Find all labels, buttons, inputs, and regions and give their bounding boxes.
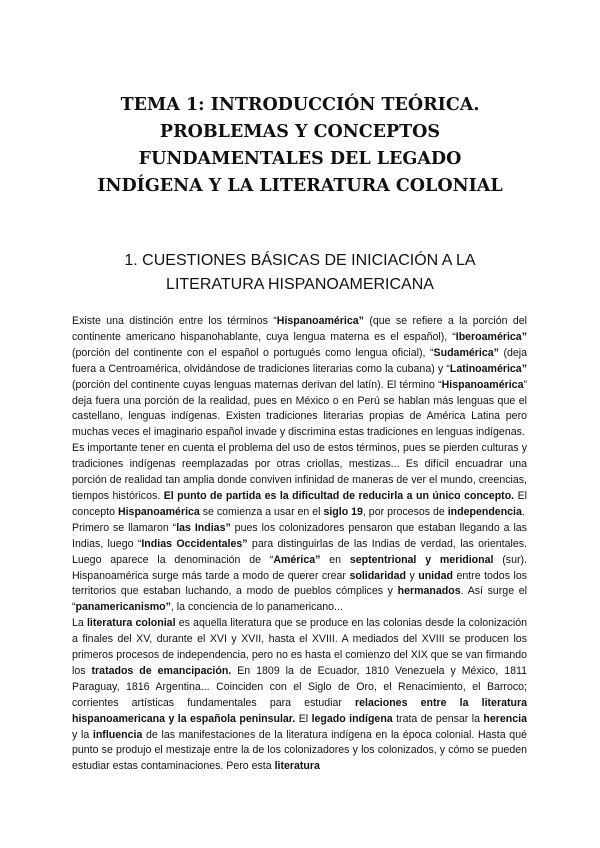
bold-term: Hispanoamérica — [441, 378, 524, 391]
text-run: entre todos los territorios que estaban luchando, a modo de pueblos cómplices y — [72, 569, 528, 598]
text-run: de las manifestaciones de la literatura indígena en la época colonial. Hasta qué punto se produjo el mestizaje entre la de los colonizadores y los colonizados, y cómo se pueden estudiar estas contaminaciones. Pero esta — [72, 728, 527, 773]
text-run: (porción del continente con el español o portugués como lengua oficial), “ — [72, 346, 434, 359]
body-text — [72, 314, 527, 775]
bold-term: tratados de emancipación. — [91, 664, 232, 677]
bold-term: herencia — [483, 712, 527, 725]
text-run: , la conciencia de lo panamericano... — [170, 601, 343, 614]
bold-term: influencia — [92, 728, 143, 741]
text-run: . — [521, 505, 525, 518]
chapter-title-line: TEMA 1: INTRODUCCIÓN TEÓRICA. — [120, 95, 480, 115]
text-run: Es importante tener en cuenta el problema del uso de estos términos, pues se pierden culturas y tradiciones indígenas reemplazadas por otras criollas, mestizas... Es difícil encuadrar una porción de realidad tan amplia donde conviven infinidad de maneras de ver el mundo, creencias, tiempos históricos. — [72, 442, 527, 502]
text-run: trata de pensar la — [392, 712, 484, 725]
bold-term: Hispanoamérica — [117, 505, 200, 518]
bold-term: Hispanoamérica” — [276, 315, 364, 327]
bold-term: unidad — [418, 569, 453, 582]
text-run: ” deja fuera una porción de la realidad, pues en México o en Perú se hablan más lenguas que el castellano, lenguas indígenas. Existen tradiciones literarias propias de América Latina pero muchas veces el imaginario español invade y discrimina estas tradiciones en lenguas indígenas. — [72, 378, 527, 439]
bold-term: relaciones entre la literatura hispanoamericana y la española peninsular. — [72, 696, 527, 725]
text-run: y la — [72, 728, 93, 741]
bold-term: literatura — [274, 760, 320, 773]
paragraph-colonial-literature — [72, 616, 527, 775]
bold-term: Indias Occidentales” — [141, 537, 248, 550]
chapter-title-line: INDÍGENA Y LA LITERATURA COLONIAL — [97, 176, 503, 196]
text-run: se comienza a usar en el — [199, 505, 324, 518]
text-run: y — [405, 569, 419, 582]
text-run: En 1809 la de Ecuador, 1810 Venezuela y México, 1811 Paraguay, 1816 Argentina... Coinciden con el Siglo de Oro, el Renacimiento, el Barroco; corrientes artísticas fundamentales para estudiar — [72, 664, 527, 709]
text-run: (sur). Hispanoamérica surge más tarde a modo de querer crear — [72, 553, 527, 582]
text-run: La — [72, 617, 87, 630]
chapter-title-line: FUNDAMENTALES DEL LEGADO — [138, 149, 462, 169]
text-run: Primero se llamaron “ — [72, 521, 177, 534]
bold-term: septentrional y meridional — [349, 553, 494, 566]
chapter-title — [60, 92, 540, 200]
text-run: para distinguirlas de las Indias de verdad, las orientales. Luego aparece la denominación de “ — [72, 537, 527, 566]
text-run: pues los colonizadores pensaron que estaban llegando a las Indias, luego “ — [72, 521, 527, 550]
paragraph-denominations — [72, 521, 527, 616]
bold-term: siglo 19 — [323, 505, 363, 518]
section-heading-line: LITERATURA HISPANOAMERICANA — [166, 276, 434, 293]
bold-term: literatura colonial — [86, 617, 176, 630]
text-run: , por procesos de — [362, 505, 448, 518]
bold-term: Iberoamérica” — [455, 330, 527, 343]
text-run: en — [320, 553, 350, 566]
text-run: El — [295, 712, 312, 725]
bold-term: independencia — [447, 505, 522, 518]
bold-term: panamericanismo” — [75, 601, 171, 614]
bold-term: El punto de partida es la dificultad de reducirla a un único concepto. — [163, 489, 515, 502]
text-run: . Así surge el “ — [72, 585, 527, 614]
text-run: es aquella literatura que se produce en las colonias desde la colonización a finales del XV, durante el XVI y XVII, hasta el XVIII. A mediados del XVIII se producen los primeros procesos de independencia, pero no es hasta el comienzo del XIX que se van firmando los — [72, 617, 527, 677]
bold-term: Sudamérica” — [433, 346, 499, 359]
text-run: El concepto — [72, 489, 527, 518]
paragraph-terminology-problem — [72, 441, 527, 521]
bold-term: solidaridad — [349, 569, 406, 582]
section-heading — [80, 249, 520, 297]
text-run: (deja fuera a Centroamérica, olvidándose de tradiciones literarias como la cubana) y “ — [72, 346, 528, 375]
text-run: (que se refiere a la porción del continente americano hispanohablante, cuya lengua materna es el español), “ — [72, 315, 528, 343]
bold-term: las Indias” — [176, 521, 231, 534]
section-heading-line: 1. CUESTIONES BÁSICAS DE INICIACIÓN A LA — [124, 252, 476, 269]
text-run: (porción del continente cuyas lenguas maternas derivan del latín). El término “ — [72, 378, 442, 391]
bold-term: hermanados — [397, 585, 461, 598]
bold-term: Latinoamérica” — [449, 362, 527, 375]
bold-term: América” — [273, 553, 321, 566]
text-run: Existe una distinción entre los términos “ — [72, 315, 277, 327]
chapter-title-line: PROBLEMAS Y CONCEPTOS — [159, 122, 441, 142]
paragraph-terms — [72, 314, 527, 441]
bold-term: legado indígena — [311, 712, 393, 725]
